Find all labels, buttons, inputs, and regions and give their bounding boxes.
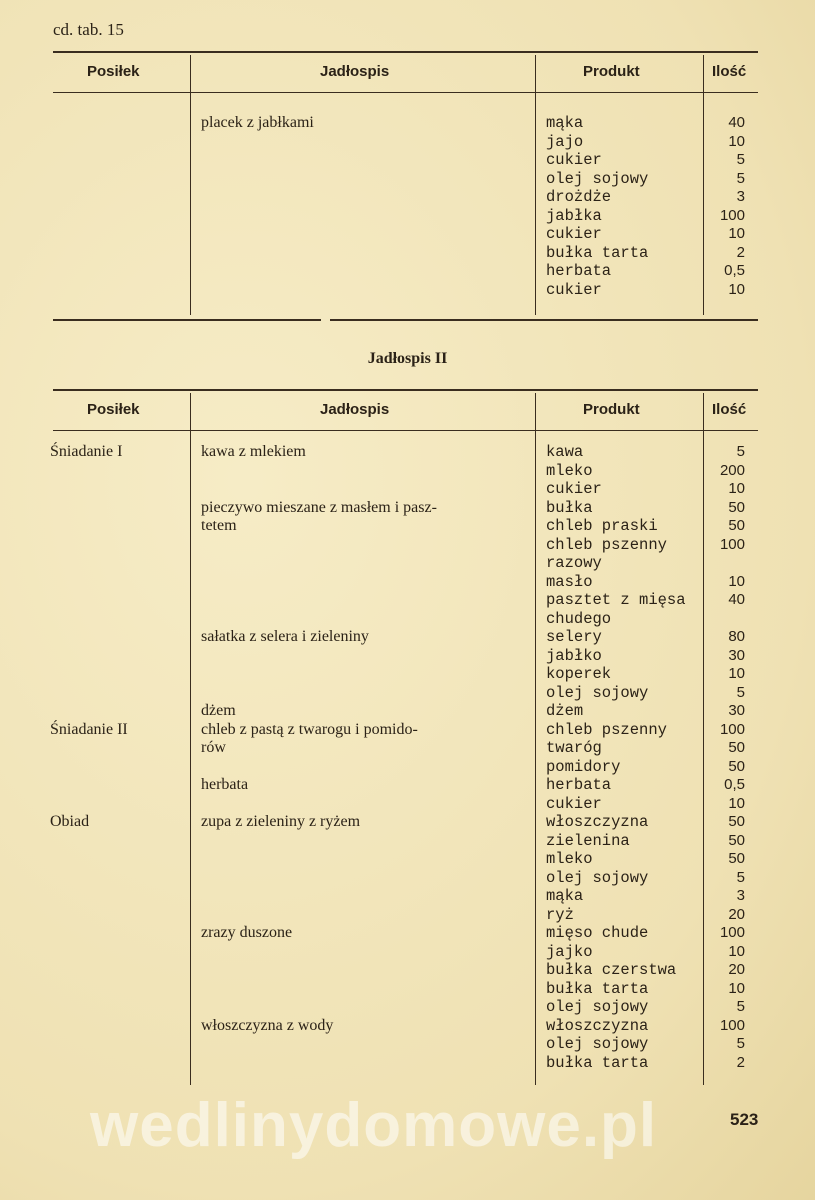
cell-product: jabłko — [546, 646, 602, 665]
cell-product: mąka — [546, 114, 584, 132]
cell-product: olej sojowy — [546, 169, 649, 188]
cell-qty: 20 — [728, 905, 745, 923]
table1-bottom-rule — [53, 319, 321, 321]
table2-header-menu: Jadłospis — [320, 401, 390, 418]
cell-product: bułka tarta — [546, 243, 649, 262]
watermark: wedlinydomowe.pl — [90, 1091, 658, 1160]
section-title: Jadłospis II — [367, 350, 448, 367]
cell-qty: 10 — [728, 280, 745, 298]
cell-qty: 100 — [719, 924, 745, 941]
table2-top-rule — [53, 389, 758, 391]
table1-top-rule — [53, 51, 758, 53]
table1-header-product: Produkt — [583, 63, 640, 80]
cell-qty: 5 — [736, 868, 745, 886]
cell-product: bułka tarta — [546, 979, 649, 998]
table1-col-divider — [190, 55, 191, 315]
cell-dish: chleb z pastą z twarogu i pomido- — [201, 720, 418, 738]
cell-qty: 50 — [728, 498, 745, 516]
cell-product: włoszczyzna — [546, 813, 649, 831]
cell-dish: zupa z zieleniny z ryżem — [201, 813, 361, 830]
cell-dish: kawa z mlekiem — [201, 443, 306, 460]
cell-qty: 10 — [728, 942, 745, 960]
cell-product: cukier — [546, 280, 602, 299]
cell-qty: 50 — [728, 813, 745, 830]
cell-qty: 100 — [719, 720, 745, 738]
cell-qty: 80 — [728, 628, 745, 645]
cell-product: włoszczyzna — [546, 1016, 649, 1035]
cell-product: masło — [546, 572, 593, 591]
cell-qty: 5 — [736, 443, 745, 460]
cell-product: jajo — [546, 132, 584, 151]
cell-product: chleb praski — [546, 517, 658, 535]
cell-qty: 3 — [736, 188, 745, 205]
table1-col-divider — [703, 55, 704, 315]
cell-product: bułka tarta — [546, 1053, 649, 1072]
cell-qty: 10 — [728, 225, 745, 242]
cell-product: cukier — [546, 225, 602, 243]
table2-header-rule — [53, 430, 758, 431]
cell-product: mąka — [546, 887, 584, 905]
cell-meal: Śniadanie II — [50, 720, 128, 738]
cell-qty: 5 — [736, 998, 745, 1015]
cell-product: bułka — [546, 498, 593, 517]
cell-dish: placek z jabłkami — [201, 114, 314, 131]
cell-product: olej sojowy — [546, 868, 649, 887]
cell-product: ryż — [546, 905, 574, 924]
cell-qty: 2 — [736, 243, 745, 261]
cell-meal: Śniadanie I — [50, 443, 123, 460]
cell-product: dżem — [546, 702, 584, 720]
table1-bottom-rule — [330, 319, 758, 321]
cell-product: cukier — [546, 151, 602, 169]
cell-product: cukier — [546, 480, 602, 498]
cell-qty: 10 — [728, 665, 745, 682]
cell-product: olej sojowy — [546, 1035, 649, 1053]
cell-dish: herbata — [201, 776, 249, 793]
continuation-label: cd. tab. 15 — [53, 20, 124, 39]
cell-product: twaróg — [546, 739, 602, 757]
table1-header-meal: Posiłek — [87, 63, 140, 80]
cell-qty: 10 — [728, 979, 745, 997]
cell-product: bułka czerstwa — [546, 961, 677, 979]
cell-product: mleko — [546, 461, 593, 480]
cell-qty: 200 — [719, 461, 745, 479]
table1-header-qty: Ilość — [712, 63, 747, 80]
cell-qty: 2 — [736, 1053, 745, 1071]
cell-product: cukier — [546, 794, 602, 813]
cell-qty: 5 — [736, 683, 745, 701]
cell-product: herbata — [546, 776, 612, 794]
cell-product: pasztet z mięsa — [546, 591, 686, 609]
cell-product: selery — [546, 628, 602, 646]
cell-qty: 50 — [728, 850, 745, 867]
cell-qty: 50 — [728, 517, 745, 534]
table1-header-menu: Jadłospis — [320, 63, 390, 80]
table2-header-qty: Ilość — [712, 401, 747, 418]
cell-qty: 3 — [736, 887, 745, 904]
cell-qty: 100 — [719, 1016, 745, 1034]
cell-qty: 20 — [728, 961, 745, 978]
cell-product: chudego — [546, 609, 612, 628]
table2-col-divider — [703, 393, 704, 1085]
cell-qty: 50 — [728, 831, 745, 849]
cell-qty: 10 — [728, 572, 745, 590]
cell-qty: 30 — [728, 702, 745, 719]
cell-meal: Obiad — [50, 813, 90, 830]
cell-qty: 100 — [719, 535, 745, 553]
cell-product: jajko — [546, 942, 593, 961]
cell-product: koperek — [546, 665, 612, 683]
cell-qty: 5 — [736, 1035, 745, 1052]
cell-product: olej sojowy — [546, 683, 649, 702]
table2-header-product: Produkt — [583, 401, 640, 418]
cell-product: pomidory — [546, 757, 621, 776]
cell-product: kawa — [546, 443, 584, 461]
cell-qty: 5 — [736, 151, 745, 168]
cell-product: chleb pszenny — [546, 535, 667, 554]
cell-qty: 10 — [728, 480, 745, 497]
table2-col-divider — [190, 393, 191, 1085]
cell-qty: 40 — [728, 591, 745, 608]
cell-product: chleb pszenny — [546, 720, 667, 739]
cell-product: herbata — [546, 262, 612, 280]
cell-product: mięso chude — [546, 924, 649, 942]
cell-product: mleko — [546, 850, 593, 868]
table1-header-rule — [53, 92, 758, 93]
table2-header-meal: Posiłek — [87, 401, 140, 418]
cell-qty: 50 — [728, 757, 745, 775]
cell-qty: 50 — [728, 739, 745, 756]
table2-col-divider — [535, 393, 536, 1085]
cell-qty: 30 — [728, 646, 745, 664]
cell-product: jabłka — [546, 206, 602, 225]
cell-dish: zrazy duszone — [201, 924, 293, 941]
cell-dish: rów — [201, 739, 226, 756]
page-number: 523 — [730, 1110, 759, 1129]
cell-qty: 100 — [719, 206, 745, 224]
cell-product: olej sojowy — [546, 998, 649, 1016]
cell-qty: 0,5 — [724, 262, 745, 279]
cell-dish: pieczywo mieszane z masłem i pasz- — [201, 498, 437, 516]
cell-product: zielenina — [546, 831, 630, 850]
cell-qty: 0,5 — [724, 776, 745, 793]
cell-qty: 5 — [736, 169, 745, 187]
cell-dish: włoszczyzna z wody — [201, 1016, 334, 1034]
cell-dish: tetem — [201, 517, 237, 534]
cell-product: razowy — [546, 554, 602, 572]
cell-product: drożdże — [546, 188, 612, 206]
cell-qty: 40 — [728, 114, 745, 131]
cell-dish: dżem — [201, 702, 236, 719]
cell-qty: 10 — [728, 132, 745, 150]
table1-col-divider — [535, 55, 536, 315]
cell-dish: sałatka z selera i zieleniny — [201, 628, 369, 645]
cell-qty: 10 — [728, 794, 745, 812]
